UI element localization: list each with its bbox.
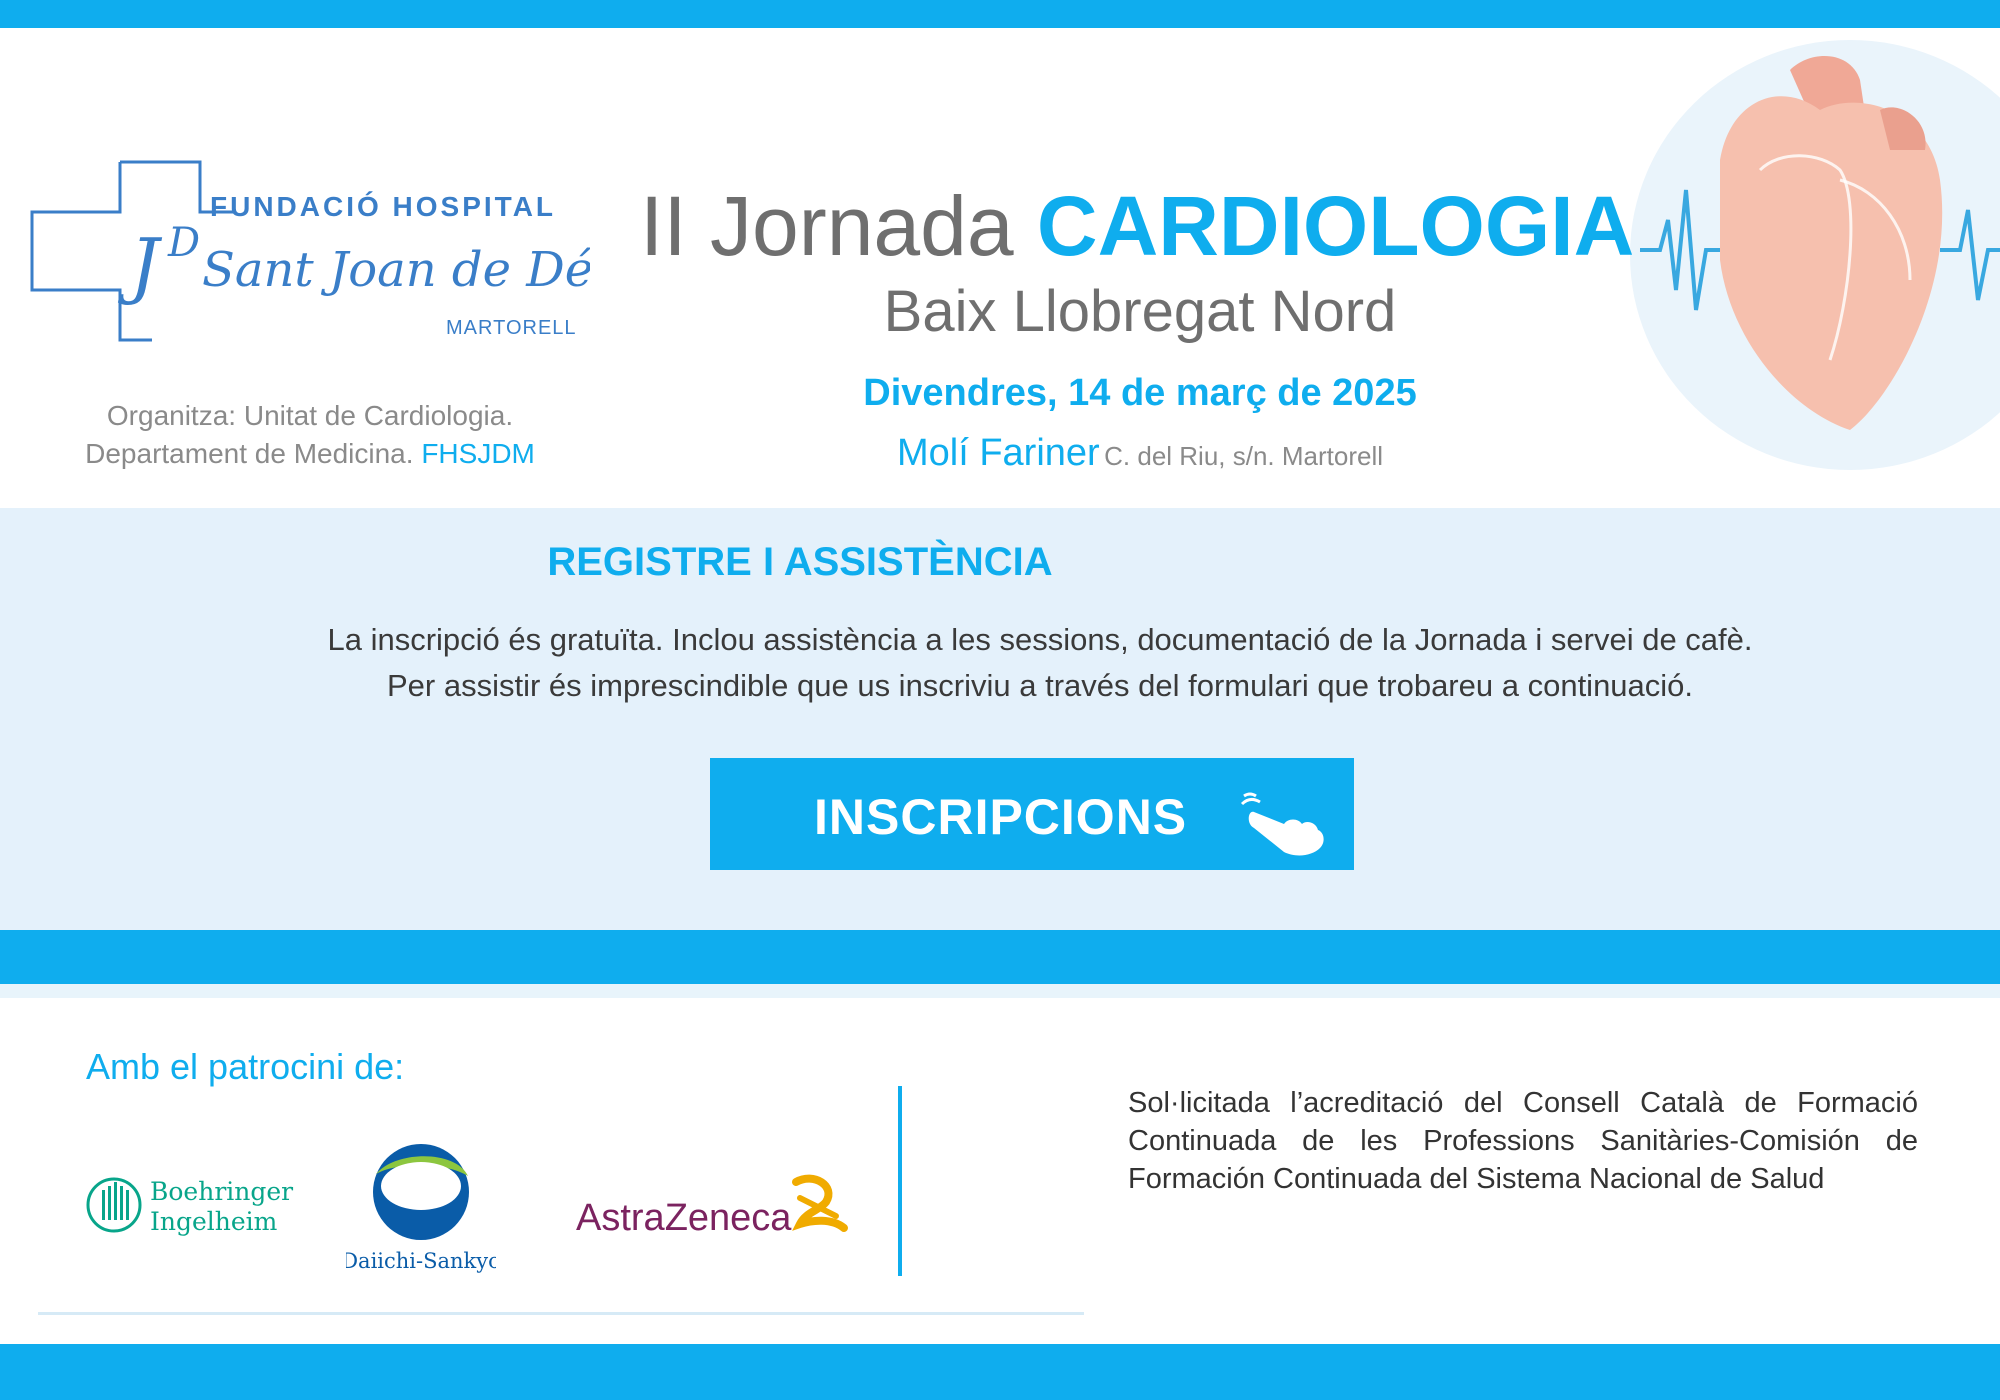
boehringer-ingelheim-logo[interactable] — [84, 1170, 294, 1240]
registration-text-2: Per assistir és imprescindible que us inscriviu a través del formulari que trobareu a continuació. — [386, 668, 1694, 703]
divider-bar — [0, 930, 2000, 984]
organizer-line-1: Organitza: Unitat de Cardiologia. — [106, 400, 514, 431]
hospital-cross-icon — [30, 160, 590, 350]
event-title-prefix: II Jornada — [640, 179, 1014, 273]
top-bar — [0, 0, 2000, 28]
registration-title: REGISTRE I ASSISTÈNCIA — [547, 540, 1053, 584]
sponsors-divider — [898, 1086, 902, 1276]
organizer-acronym: FHSJDM — [421, 438, 535, 469]
event-title-accent: CARDIOLOGIA — [1036, 179, 1635, 273]
svg-text:Sant Joan de Déu: Sant Joan de Déu — [202, 242, 590, 298]
registration-text-1: La inscripció és gratuïta. Inclou assistència a les sessions, documentació de la Jornada i servei de cafè. — [327, 622, 1753, 657]
bottom-bar — [0, 1344, 2000, 1400]
inscripcions-button-label: INSCRIPCIONS — [814, 789, 1188, 845]
daiichi-sankyo-logo[interactable] — [346, 1140, 496, 1275]
hospital-logo[interactable] — [30, 160, 590, 350]
organizer-department: Departament de Medicina. — [85, 438, 414, 469]
event-date: Divendres, 14 de març de 2025 — [863, 372, 1417, 414]
sponsors-title: Amb el patrocini de: — [86, 1046, 405, 1087]
svg-text:AstraZeneca: AstraZeneca — [576, 1197, 792, 1239]
divider-band — [0, 984, 2000, 998]
svg-text:Boehringer: Boehringer — [150, 1177, 294, 1206]
accreditation-text: Sol·licitada l’acreditació del Consell Català de Formació Continuada de les Professions Sanitàries-Comisión de Formación Continuada del Sistema Nacional de Salud — [1128, 1087, 1918, 1195]
svg-text:FUNDACIÓ HOSPITAL: FUNDACIÓ HOSPITAL — [210, 191, 557, 222]
venue-address: C. del Riu, s/n. Martorell — [1104, 441, 1384, 471]
svg-text:MARTORELL: MARTORELL — [446, 317, 577, 339]
event-venue — [640, 432, 1640, 475]
inscripcions-button[interactable] — [710, 758, 1354, 870]
astrazeneca-logo[interactable] — [574, 1172, 854, 1244]
svg-text:D: D — [168, 220, 201, 266]
sponsors-underline — [38, 1312, 1084, 1315]
pointer-hand-icon — [1240, 788, 1326, 858]
event-subtitle: Baix Llobregat Nord — [883, 279, 1397, 344]
svg-text:Ingelheim: Ingelheim — [150, 1207, 278, 1236]
svg-text:Daiichi-Sankyo: Daiichi-Sankyo — [346, 1249, 496, 1273]
organizer-line-2 — [40, 438, 580, 470]
svg-text:J: J — [130, 223, 159, 307]
venue-name: Molí Fariner — [896, 432, 1100, 474]
event-title — [640, 178, 1740, 275]
